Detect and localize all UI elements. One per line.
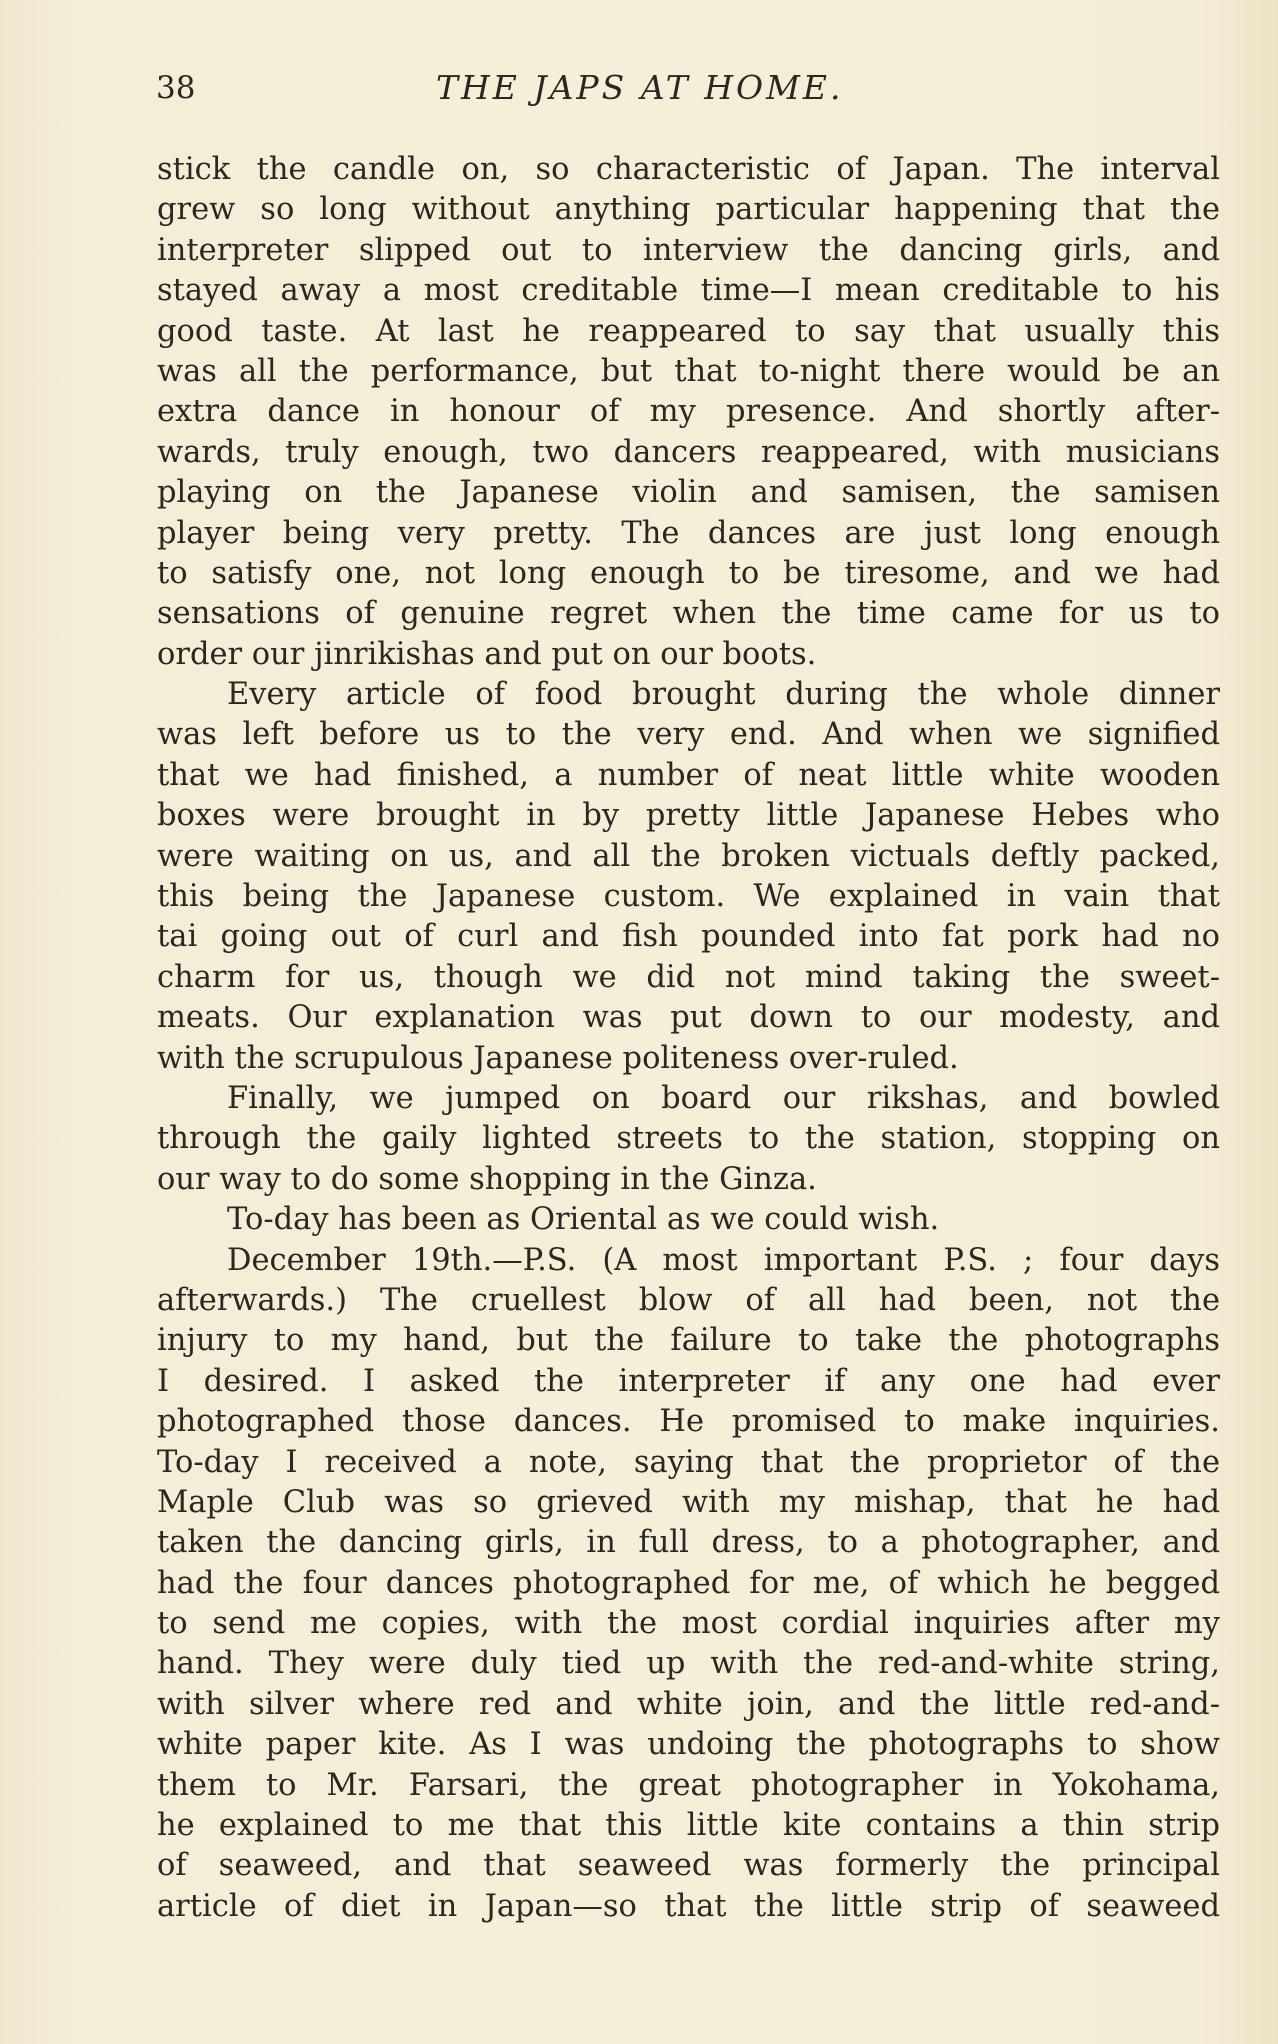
- text-line: meats. Our explanation was put down to our modesty, and: [157, 1000, 1220, 1036]
- text-line: were waiting on us, and all the broken victuals deftly packed,: [157, 838, 1220, 874]
- text-line: grew so long without anything particular happening that the: [157, 192, 1220, 228]
- text-line: good taste. At last he reappeared to say that usually this: [157, 313, 1220, 349]
- text-line: article of diet in Japan—so that the little strip of seaweed: [157, 1888, 1220, 1924]
- text-line: To-day has been as Oriental as we could wish.: [227, 1202, 940, 1238]
- text-line: had the four dances photographed for me, of which he begged: [157, 1565, 1220, 1601]
- text-line: our way to do some shopping in the Ginza.: [157, 1161, 817, 1197]
- text-line: charm for us, though we did not mind taking the sweet-: [157, 959, 1220, 995]
- text-line: that we had finished, a number of neat little white wooden: [157, 757, 1220, 793]
- text-line: extra dance in honour of my presence. And shortly after-: [157, 394, 1220, 430]
- text-line: he explained to me that this little kite contains a thin strip: [157, 1808, 1220, 1844]
- text-line: I desired. I asked the interpreter if any one had ever: [157, 1363, 1220, 1399]
- text-line: boxes were brought in by pretty little Japanese Hebes who: [157, 798, 1220, 834]
- text-line: player being very pretty. The dances are just long enough: [157, 515, 1220, 551]
- text-line: photographed those dances. He promised to make inquiries.: [157, 1404, 1220, 1440]
- text-line: Every article of food brought during the whole dinner: [227, 677, 1220, 713]
- text-line: afterwards.) The cruellest blow of all had been, not the: [157, 1282, 1220, 1318]
- text-line: with silver where red and white join, and the little red-and-: [157, 1686, 1220, 1722]
- running-title: THE JAPS AT HOME.: [436, 68, 844, 107]
- text-line: To-day I received a note, saying that the proprietor of the: [157, 1444, 1220, 1480]
- text-line: injury to my hand, but the failure to take the photographs: [157, 1323, 1220, 1359]
- text-line: wards, truly enough, two dancers reappeared, with musicians: [157, 434, 1220, 470]
- text-line: this being the Japanese custom. We explained in vain that: [157, 879, 1220, 915]
- text-line: sensations of genuine regret when the time came for us to: [157, 596, 1220, 632]
- text-line: order our jinrikishas and put on our boots.: [157, 636, 817, 672]
- text-line: playing on the Japanese violin and samisen, the samisen: [157, 475, 1220, 511]
- text-line: through the gaily lighted streets to the station, stopping on: [157, 1121, 1220, 1157]
- text-line: to satisfy one, not long enough to be tiresome, and we had: [157, 555, 1220, 591]
- text-line: them to Mr. Farsari, the great photographer in Yokohama,: [157, 1767, 1220, 1803]
- text-line: interpreter slipped out to interview the dancing girls, and: [157, 232, 1220, 268]
- text-line: was all the performance, but that to-night there would be an: [157, 353, 1220, 389]
- text-line: taken the dancing girls, in full dress, to a photographer, and: [157, 1525, 1220, 1561]
- page-number: 38: [156, 70, 196, 106]
- text-line: with the scrupulous Japanese politeness over-ruled.: [157, 1040, 959, 1076]
- text-line: to send me copies, with the most cordial inquiries after my: [157, 1606, 1220, 1642]
- page-header: [156, 64, 1220, 114]
- text-line: white paper kite. As I was undoing the photographs to show: [157, 1727, 1220, 1763]
- text-line: hand. They were duly tied up with the red-and-white string,: [157, 1646, 1220, 1682]
- text-line: was left before us to the very end. And when we signified: [157, 717, 1220, 753]
- text-line: Finally, we jumped on board our rikshas, and bowled: [227, 1080, 1220, 1116]
- text-line: Maple Club was so grieved with my mishap, that he had: [157, 1484, 1220, 1520]
- text-line: tai going out of curl and fish pounded into fat pork had no: [157, 919, 1220, 955]
- text-line: stayed away a most creditable time—I mean creditable to his: [157, 273, 1220, 309]
- text-line: December 19th.—P.S. (A most important P.S. ; four days: [227, 1242, 1220, 1278]
- text-line: of seaweed, and that seaweed was formerly the principal: [157, 1848, 1220, 1884]
- text-line: stick the candle on, so characteristic of Japan. The interval: [157, 152, 1220, 187]
- body-text: [157, 150, 1220, 1927]
